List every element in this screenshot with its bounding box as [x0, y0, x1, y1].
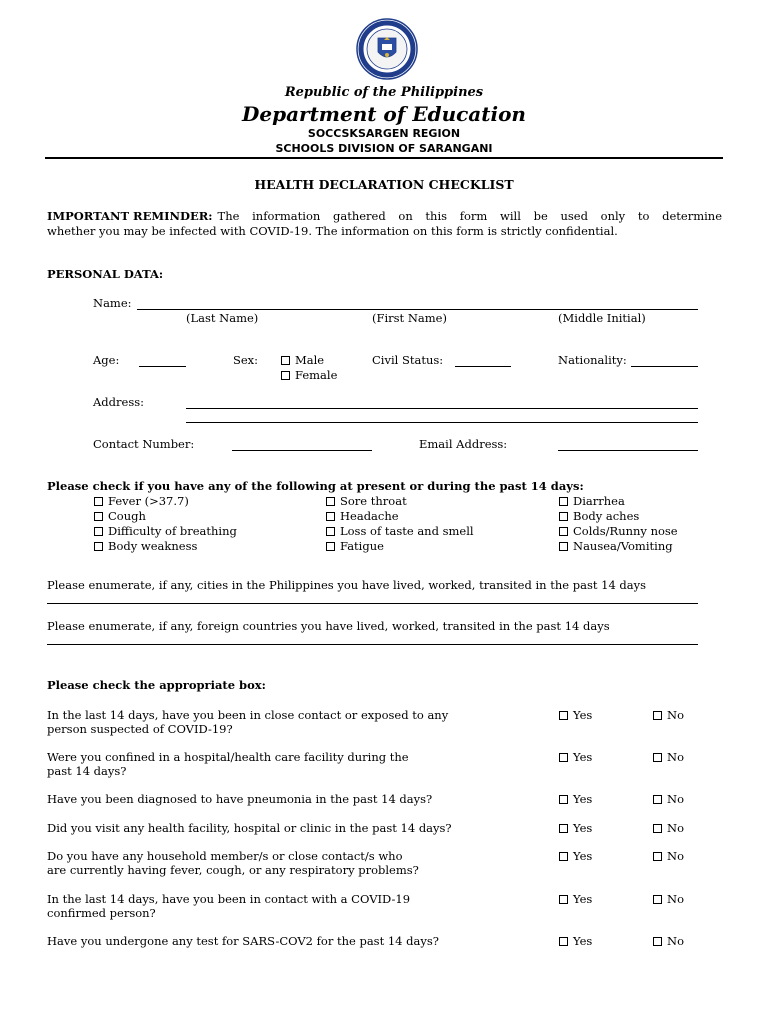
symptom-option[interactable]: Diarrhea	[559, 494, 678, 509]
symptom-checkbox[interactable]	[94, 527, 103, 536]
address-label: Address:	[93, 395, 145, 409]
symptom-checkbox[interactable]	[326, 542, 335, 551]
header-divider	[45, 157, 723, 159]
male-checkbox[interactable]	[281, 356, 290, 365]
symptom-checkbox[interactable]	[559, 512, 568, 521]
cities-prompt: Please enumerate, if any, cities in the Philippines you have lived, worked, transited in the past 14 days	[47, 578, 647, 592]
symptom-checkbox[interactable]	[326, 527, 335, 536]
symptom-checkbox[interactable]	[94, 512, 103, 521]
address-field-line-1[interactable]	[186, 408, 698, 409]
female-checkbox[interactable]	[281, 371, 290, 380]
no-checkbox[interactable]	[653, 795, 662, 804]
check-box-label: Please check the appropriate box:	[47, 678, 266, 692]
name-field[interactable]	[137, 309, 698, 310]
department-heading: Department of Education	[242, 102, 526, 126]
symptom-option[interactable]: Headache	[326, 509, 474, 524]
q7-yes-option[interactable]: Yes	[559, 934, 592, 948]
contact-field[interactable]	[232, 450, 372, 451]
reminder-text-1: The information gathered on this form will be used only to determine	[217, 209, 722, 223]
symptom-option[interactable]: Cough	[94, 509, 237, 524]
deped-seal-logo	[356, 18, 418, 80]
symptom-option[interactable]: Colds/Runny nose	[559, 524, 678, 539]
symptom-checkbox[interactable]	[94, 542, 103, 551]
region-heading: SOCCSKSARGEN REGION	[307, 127, 461, 140]
q6-no-option[interactable]: No	[653, 892, 684, 906]
age-field[interactable]	[139, 366, 186, 367]
question-5: Do you have any household member/s or close contact/s who are currently having fever, cough, or any respiratory problems?	[47, 849, 419, 877]
symptoms-column-2	[326, 494, 474, 554]
q4-yes-option[interactable]: Yes	[559, 821, 592, 835]
yes-checkbox[interactable]	[559, 937, 568, 946]
yes-checkbox[interactable]	[559, 753, 568, 762]
form-title: HEALTH DECLARATION CHECKLIST	[254, 177, 514, 192]
symptom-option[interactable]: Sore throat	[326, 494, 474, 509]
symptoms-prompt: Please check if you have any of the following at present or during the past 14 days:	[47, 479, 584, 493]
no-checkbox[interactable]	[653, 711, 662, 720]
q1-yes-option[interactable]: Yes	[559, 708, 592, 722]
q5-yes-option[interactable]: Yes	[559, 849, 592, 863]
republic-heading: Republic of the Philippines	[284, 85, 484, 100]
no-checkbox[interactable]	[653, 895, 662, 904]
first-name-caption: (First Name)	[372, 311, 447, 325]
email-label: Email Address:	[419, 437, 508, 451]
division-heading: SCHOOLS DIVISION OF SARANGANI	[275, 142, 493, 155]
countries-prompt: Please enumerate, if any, foreign countries you have lived, worked, transited in the past 14 days	[47, 619, 610, 633]
symptom-option[interactable]: Fever (>37.7)	[94, 494, 237, 509]
yes-checkbox[interactable]	[559, 895, 568, 904]
symptom-option[interactable]: Nausea/Vomiting	[559, 539, 678, 554]
yes-checkbox[interactable]	[559, 824, 568, 833]
no-checkbox[interactable]	[653, 824, 662, 833]
q2-yes-option[interactable]: Yes	[559, 750, 592, 764]
yes-checkbox[interactable]	[559, 795, 568, 804]
question-1: In the last 14 days, have you been in close contact or exposed to any person suspected of COVID-19?	[47, 708, 449, 736]
personal-data-label: PERSONAL DATA:	[47, 267, 164, 281]
contact-label: Contact Number:	[93, 437, 195, 451]
email-field[interactable]	[558, 450, 698, 451]
symptom-option[interactable]: Fatigue	[326, 539, 474, 554]
symptom-checkbox[interactable]	[94, 497, 103, 506]
yes-checkbox[interactable]	[559, 852, 568, 861]
civil-status-field[interactable]	[455, 366, 511, 367]
yes-checkbox[interactable]	[559, 711, 568, 720]
q6-yes-option[interactable]: Yes	[559, 892, 592, 906]
name-label: Name:	[93, 296, 132, 310]
symptom-option[interactable]: Body weakness	[94, 539, 237, 554]
nationality-field[interactable]	[631, 366, 698, 367]
q3-yes-option[interactable]: Yes	[559, 792, 592, 806]
no-checkbox[interactable]	[653, 937, 662, 946]
question-2: Were you confined in a hospital/health care facility during the past 14 days?	[47, 750, 409, 778]
female-option[interactable]: Female	[281, 368, 337, 382]
symptom-option[interactable]: Body aches	[559, 509, 678, 524]
symptom-option[interactable]: Loss of taste and smell	[326, 524, 474, 539]
question-4: Did you visit any health facility, hospital or clinic in the past 14 days?	[47, 821, 452, 835]
reminder-label: IMPORTANT REMINDER:	[47, 209, 213, 223]
symptom-option[interactable]: Difficulty of breathing	[94, 524, 237, 539]
last-name-caption: (Last Name)	[186, 311, 259, 325]
q4-no-option[interactable]: No	[653, 821, 684, 835]
question-3: Have you been diagnosed to have pneumonia in the past 14 days?	[47, 792, 433, 806]
question-7: Have you undergone any test for SARS-COV2 for the past 14 days?	[47, 934, 439, 948]
question-6: In the last 14 days, have you been in contact with a COVID-19 confirmed person?	[47, 892, 411, 920]
q1-no-option[interactable]: No	[653, 708, 684, 722]
civil-status-label: Civil Status:	[372, 353, 444, 367]
sex-label: Sex:	[233, 353, 259, 367]
q3-no-option[interactable]: No	[653, 792, 684, 806]
q2-no-option[interactable]: No	[653, 750, 684, 764]
symptoms-column-1	[94, 494, 237, 554]
middle-initial-caption: (Middle Initial)	[558, 311, 646, 325]
symptom-checkbox[interactable]	[559, 497, 568, 506]
symptom-checkbox[interactable]	[559, 542, 568, 551]
no-checkbox[interactable]	[653, 753, 662, 762]
no-checkbox[interactable]	[653, 852, 662, 861]
q5-no-option[interactable]: No	[653, 849, 684, 863]
nationality-label: Nationality:	[558, 353, 627, 367]
address-field-line-2[interactable]	[186, 422, 698, 423]
age-label: Age:	[93, 353, 120, 367]
reminder-text-2: whether you may be infected with COVID-19. The information on this form is strictly confidential.	[47, 224, 618, 238]
symptoms-column-3	[559, 494, 678, 554]
male-option[interactable]: Male	[281, 353, 324, 367]
symptom-checkbox[interactable]	[326, 497, 335, 506]
cities-field[interactable]	[47, 603, 698, 604]
symptom-checkbox[interactable]	[559, 527, 568, 536]
symptom-checkbox[interactable]	[326, 512, 335, 521]
q7-no-option[interactable]: No	[653, 934, 684, 948]
countries-field[interactable]	[47, 644, 698, 645]
